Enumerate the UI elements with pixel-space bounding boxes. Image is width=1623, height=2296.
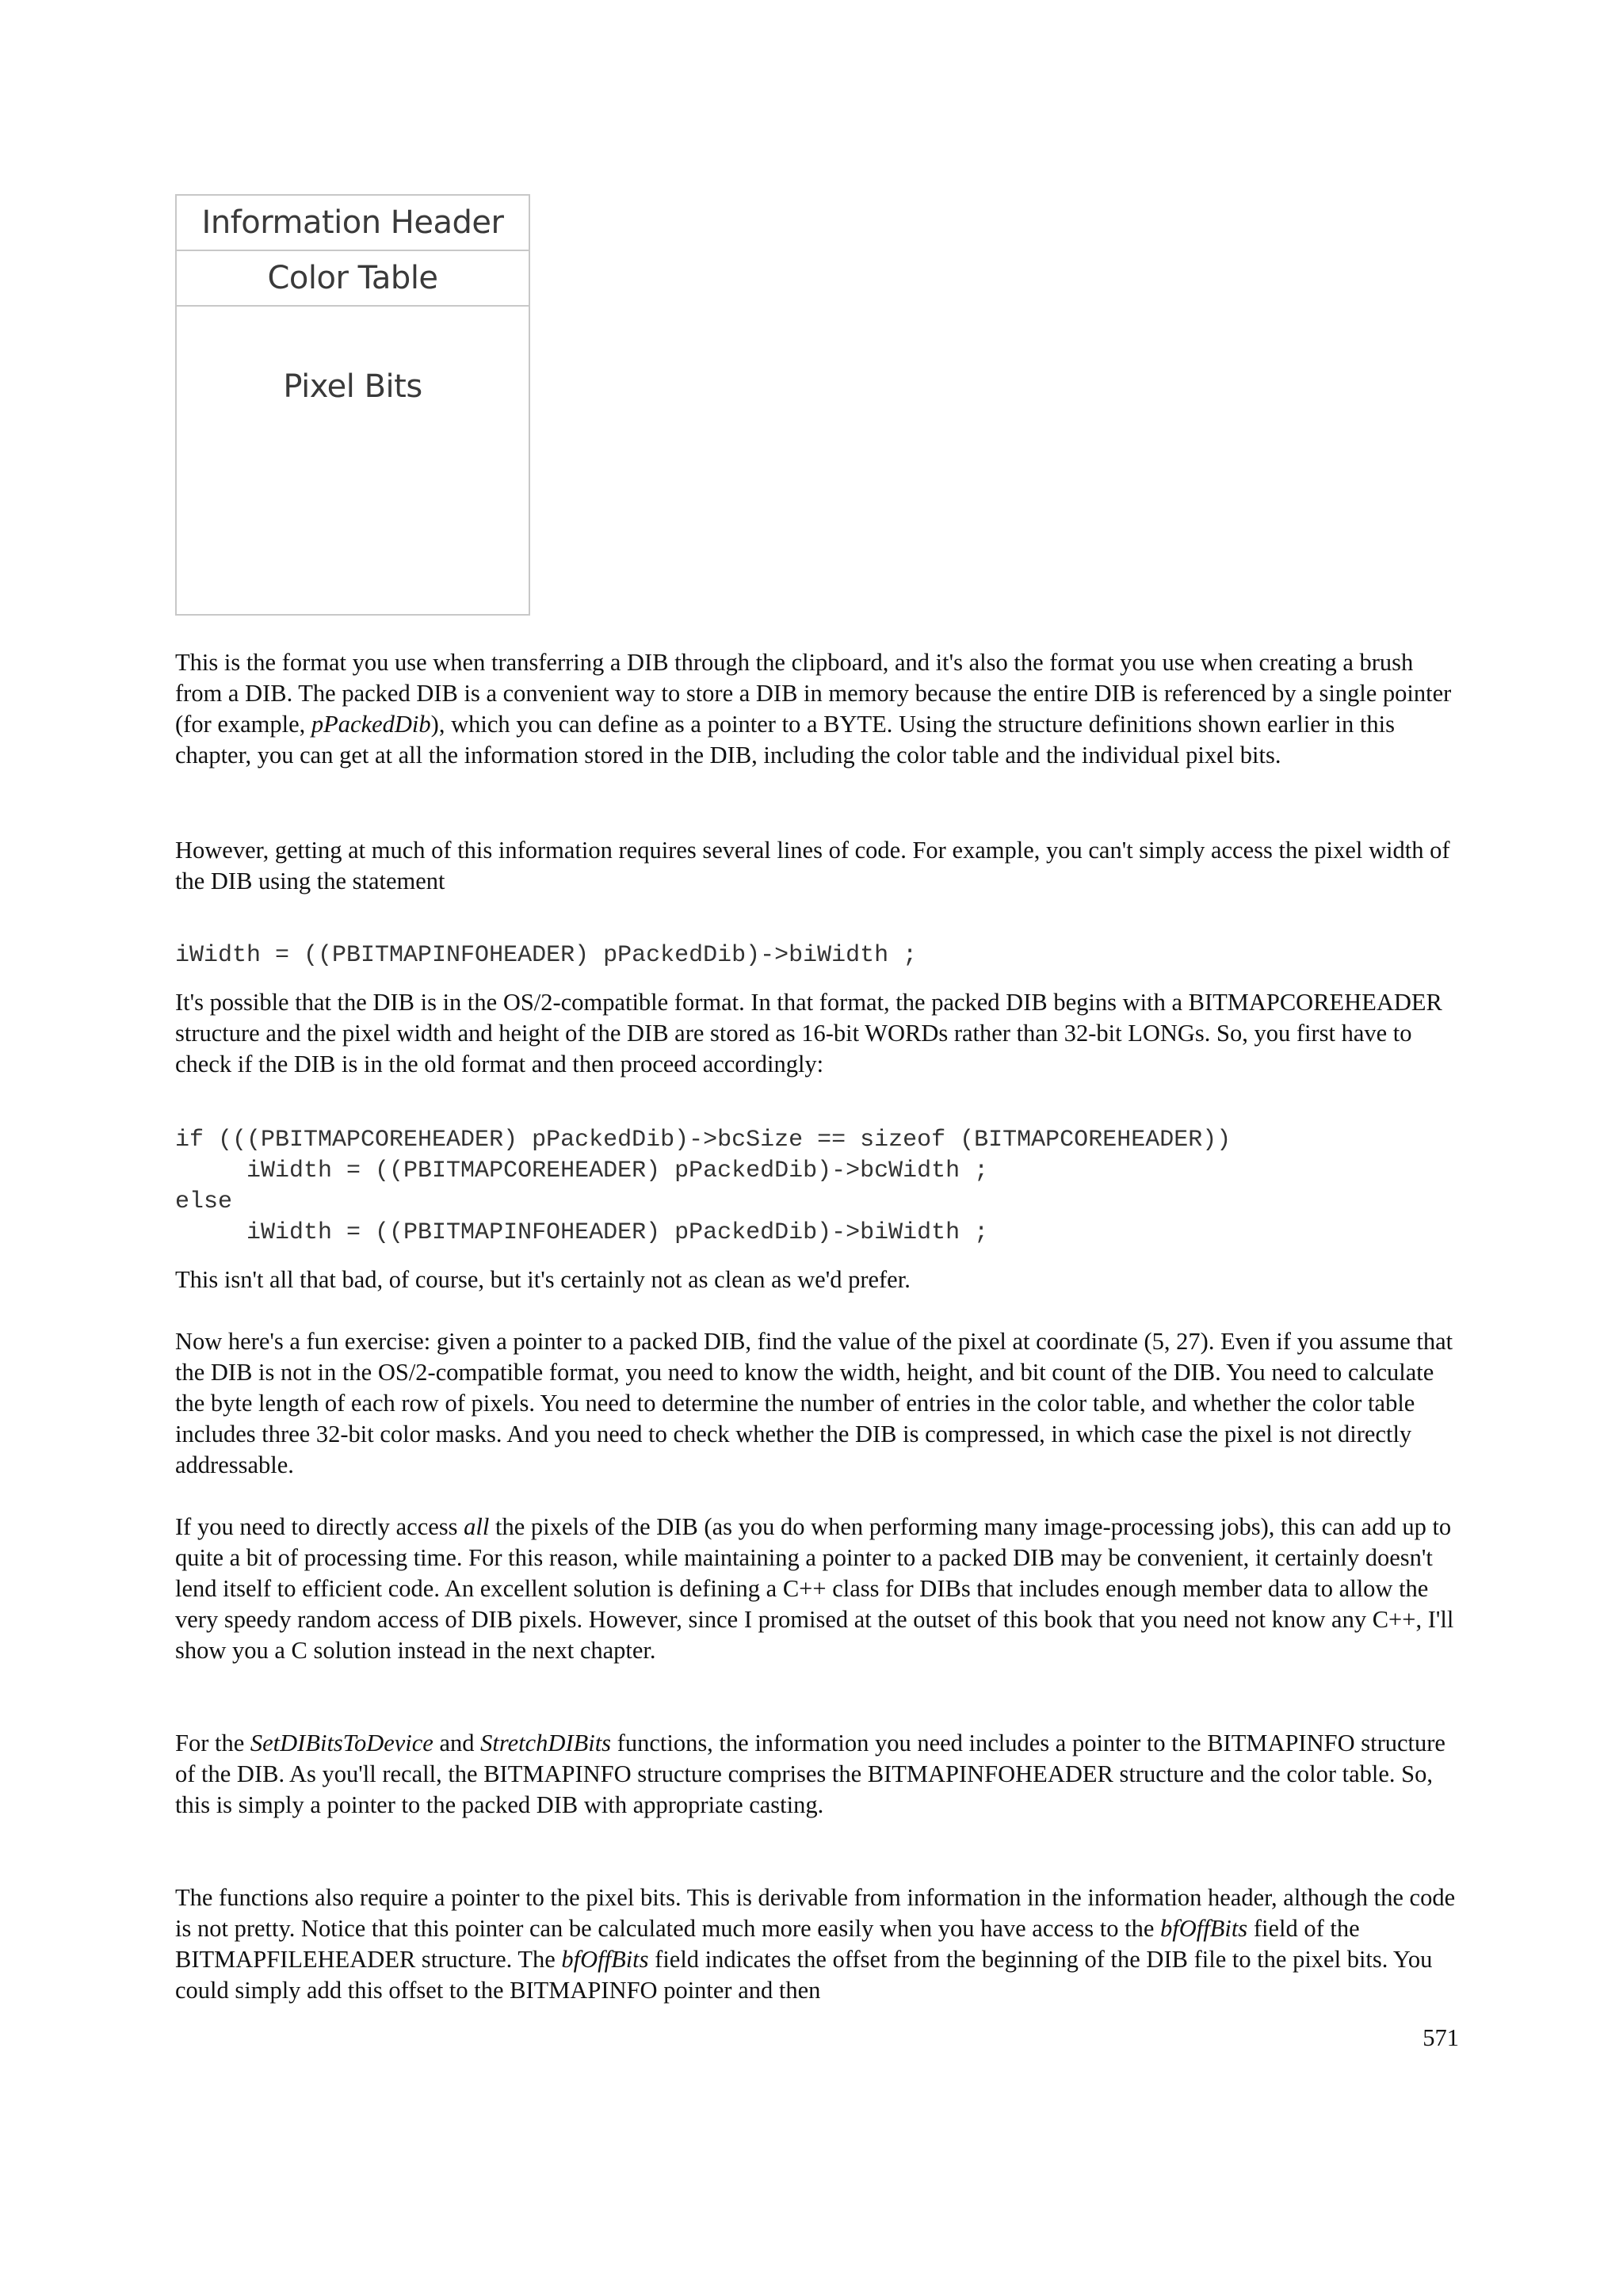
emphasis-ppackeddib: pPackedDib [311, 711, 431, 738]
color-table-cell: Color Table [177, 251, 529, 307]
emphasis-bfoffbits-2: bfOffBits [561, 1946, 649, 1973]
paragraph-clipboard-format: This is the format you use when transferring a DIB through the clipboard, and it's also the format you use when creating a brush from a DIB. The packed DIB is a convenient way to store a DIB in memory because the entire DIB is referenced by a single pointer (for example, pPackedDib), which you can define as a pointer to a BYTE. Using the structure definitions shown earlier in this chapter, you can get at all the information stored in the DIB, including the color table and the individual pixel bits. [175, 649, 1452, 769]
page-number: 571 [1423, 2024, 1459, 2051]
paragraph-access-all-pixels: If you need to directly access all the pixels of the DIB (as you do when performing many image-processing jobs), this can add up to quite a bit of processing time. For this reason, while maintaining a pointer to a packed DIB may be convenient, it certainly doesn't lend itself to efficient code. An excellent solution is defining a C++ class for DIBs that includes enough member data to allow the very speedy random access of DIB pixels. However, since I promised at the outset of this book that you need not know any C++, I'll show you a C solution instead in the next chapter. [175, 1513, 1454, 1664]
paragraph-os2-format: It's possible that the DIB is in the OS/2-compatible format. In that format, the packed DIB begins with a BITMAPCOREHEADER structure and the pixel width and height of the DIB are stored as 16-bit WORDs rather than 32-bit LONGs. So, you first have to check if the DIB is in the old format and then proceed accordingly: [175, 989, 1442, 1077]
paragraph-fun-exercise: Now here's a fun exercise: given a pointer to a packed DIB, find the value of the pixel at coordinate (5, 27). Even if you assume that the DIB is not in the OS/2-compatible format, you need to know the width, height, and bit count of the DIB. You need to calculate the byte length of each row of pixels. You need to determine the number of entries in the color table, and whether the color table includes three 32-bit color masks. And you need to check whether the DIB is compressed, in which case the pixel is not directly addressable. [175, 1328, 1453, 1478]
code-iwidth-statement: iWidth = ((PBITMAPINFOHEADER) pPackedDib)->biWidth ; [175, 942, 918, 969]
paragraph-lines-of-code: However, getting at much of this information requires several lines of code. For example, you can't simply access the pixel width of the DIB using the statement [175, 837, 1450, 894]
pixel-bits-cell: Pixel Bits [283, 368, 422, 405]
emphasis-stretchdibits: StretchDIBits [480, 1730, 612, 1756]
packed-dib-diagram [175, 194, 530, 616]
paragraph-pixel-bits-pointer: The functions also require a pointer to the pixel bits. This is derivable from information in the information header, although the code is not pretty. Notice that this pointer can be calculated much more easily when you have access to the bfOffBits field of the BITMAPFILEHEADER structure. The bfOffBits field indicates the offset from the beginning of the DIB file to the pixel bits. You could simply add this offset to the BITMAPINFO pointer and then [175, 1884, 1456, 2004]
emphasis-setdibitstodevice: SetDIBitsToDevice [250, 1730, 433, 1756]
paragraph-not-clean: This isn't all that bad, of course, but it's certainly not as clean as we'd prefer. [175, 1266, 911, 1293]
emphasis-bfoffbits-1: bfOffBits [1160, 1915, 1248, 1942]
code-format-check: if (((PBITMAPCOREHEADER) pPackedDib)->bcSize == sizeof (BITMAPCOREHEADER)) iWidth = ((PBITMAPCOREHEADER) pPackedDib)->bcWidth ; else iWidth = ((PBITMAPINFOHEADER) pPackedDib)->biWidth ; [175, 1127, 1232, 1246]
emphasis-all: all [464, 1513, 490, 1540]
paragraph-setdibits-functions: For the SetDIBitsToDevice and StretchDIBits functions, the information you need includes a pointer to the BITMAPINFO structure of the DIB. As you'll recall, the BITMAPINFO structure comprises the BITMAPINFOHEADER structure and the color table. So, this is simply a pointer to the packed DIB with appropriate casting. [175, 1730, 1445, 1818]
information-header-cell: Information Header [177, 196, 529, 251]
